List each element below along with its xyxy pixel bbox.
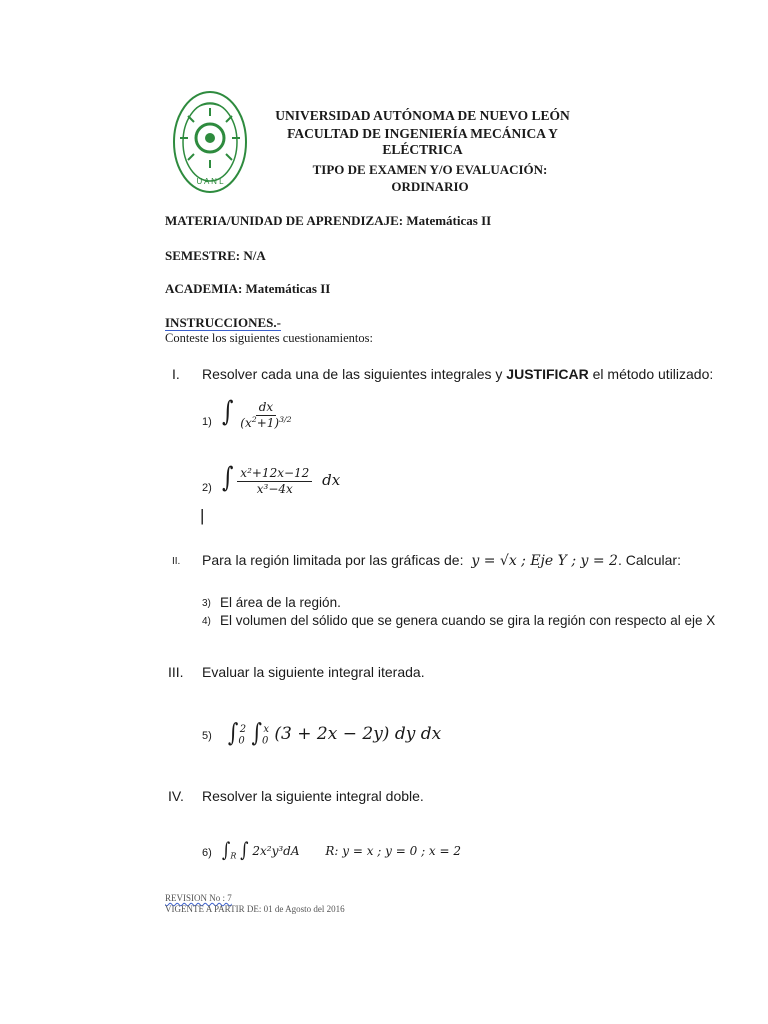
instructions-text: Conteste los siguientes cuestionamientos: bbox=[165, 331, 373, 345]
problem-5-label: 5) bbox=[202, 730, 212, 742]
problem-2-denominator: x³−4x bbox=[256, 482, 293, 496]
section-2-instruction bbox=[202, 552, 681, 569]
section-4-numeral: IV. bbox=[168, 788, 184, 804]
problem-2-label: 2) bbox=[202, 482, 212, 494]
section-1-numeral: I. bbox=[172, 366, 180, 382]
problem-1-denominator: $(x^2+1)^{3/2}$ bbox=[240, 415, 292, 430]
problem-5-body: (3 + 2x − 2y) dy dx bbox=[274, 724, 442, 744]
exam-type-label: TIPO DE EXAMEN Y/O EVALUACIÓN: bbox=[312, 162, 548, 177]
exam-type-value: ORDINARIO bbox=[391, 179, 469, 194]
university-title: UNIVERSIDAD AUTÓNOMA DE NUEVO LEÓN bbox=[275, 108, 570, 123]
problem-1-numerator: dx bbox=[256, 401, 276, 416]
footer-vigente: VIGENTE A PARTIR DE: 01 de Agosto del 2016 bbox=[165, 904, 345, 914]
text-cursor: | bbox=[200, 506, 205, 525]
faculty-title: FACULTAD DE INGENIERÍA MECÁNICA Y ELÉCTRICA bbox=[287, 126, 558, 157]
problem-4-text: El volumen del sólido que se genera cuando se gira la región con respecto al eje X bbox=[220, 613, 716, 628]
instructions-title bbox=[165, 315, 281, 331]
materia-line: MATERIA/UNIDAD DE APRENDIZAJE: Matemáticas II bbox=[165, 213, 492, 228]
section-1-text-a: Resolver cada una de las siguientes integrales y bbox=[202, 366, 507, 382]
section-1-text-b: JUSTIFICAR bbox=[506, 366, 589, 382]
problem-2-differential: dx bbox=[322, 471, 341, 489]
footer-revision-text: REVISION No : 7 bbox=[165, 893, 232, 903]
problem-6-label: 6) bbox=[202, 847, 212, 859]
problem-6-expression: $\int_R$ ∫ 2x²y³dA R: y = x ; y = 0 ; x = 2 bbox=[222, 837, 462, 862]
section-1-text-c: el método utilizado: bbox=[588, 366, 714, 382]
faculty-seal bbox=[170, 88, 250, 196]
section-2-math: y = √x ; Eje Y ; y = 2 bbox=[471, 553, 618, 569]
section-1-instruction bbox=[202, 366, 713, 382]
section-4-instruction: Resolver la siguiente integral doble. bbox=[202, 788, 424, 804]
problem-1-expression: ∫ $\frac{dx}{(x^2+1)^{3/2}}$ bbox=[222, 400, 295, 430]
instructions-title-text: INSTRUCCIONES.- bbox=[165, 315, 281, 330]
section-2-tail: . Calcular: bbox=[617, 552, 681, 568]
problem-6-body: 2x²y³dA bbox=[252, 844, 300, 858]
section-3-instruction: Evaluar la siguiente integral iterada. bbox=[202, 664, 425, 680]
section-2-numeral: II. bbox=[172, 556, 181, 567]
problem-5-expression: $\int_0^2$ $\int_0^x$ (3 + 2x − 2y) dy dx bbox=[228, 717, 442, 747]
footer-revision bbox=[165, 893, 232, 904]
faculty-seal-icon bbox=[170, 88, 250, 196]
academia-line: ACADEMIA: Matemáticas II bbox=[165, 281, 331, 296]
problem-2-expression: ∫ $\frac{\text{x²+12x−12}}{\text{x³−4x}}$ dx bbox=[222, 462, 341, 496]
problem-2-numerator: x²+12x−12 bbox=[237, 467, 312, 482]
problem-3-label: 3) bbox=[202, 598, 211, 609]
seal-text: U A N L bbox=[196, 177, 224, 186]
section-2-text: Para la región limitada por las gráficas de: bbox=[202, 552, 464, 568]
problem-1-label: 1) bbox=[202, 416, 212, 428]
problem-6-region: R: y = x ; y = 0 ; x = 2 bbox=[325, 844, 462, 858]
section-3-numeral: III. bbox=[168, 664, 184, 680]
problem-4-label: 4) bbox=[202, 616, 211, 627]
semestre-line: SEMESTRE: N/A bbox=[165, 248, 266, 263]
problem-3-text: El área de la región. bbox=[220, 595, 341, 610]
